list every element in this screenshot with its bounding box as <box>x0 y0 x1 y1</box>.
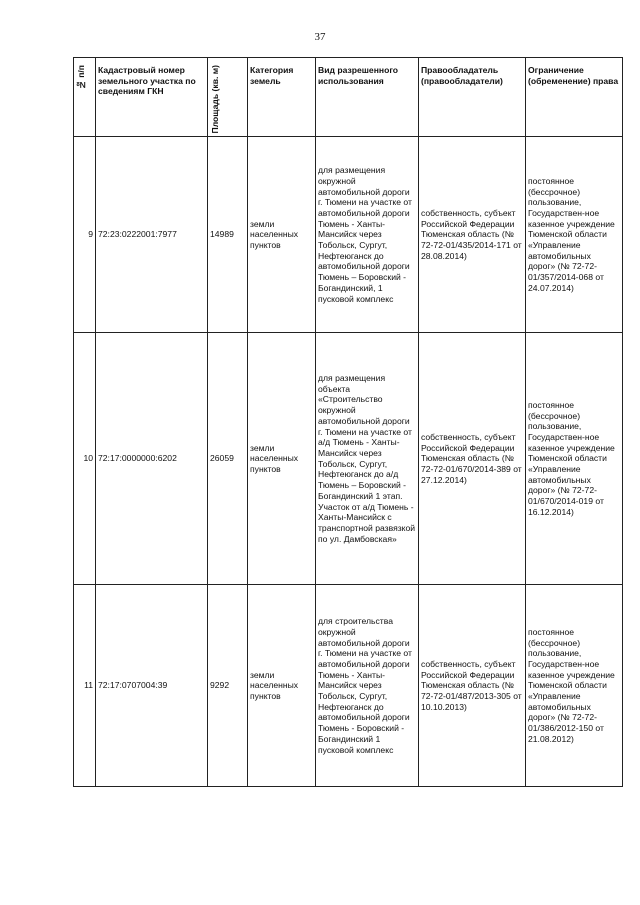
cell-use: для размещения окружной автомобильной дороги г. Тюмени на участке от автомобильной дороги Тюмень - Ханты-Мансийск через Тобольск, Сургут, Нефтеюганск до автомобильной дороги Тюмень – Боровский - Богандинский, 1 пусковой комплекс <box>316 137 419 333</box>
cell-use: для строительства окружной автомобильной дороги г. Тюмени на участке от автомобильной дороги Тюмень - Ханты-Мансийск через Тобольск, Сургут, Нефтеюганск до автомобильной дороги Тюмень - Боровский - Богандинский 1 пусковой комплекс <box>316 585 419 787</box>
cell-owner: собственность, субъект Российской Федерации Тюменская область (№ 72-72-01/487/2013-305 от 10.10.2013) <box>419 585 526 787</box>
header-owner: Правообладатель (правообладатели) <box>419 58 526 137</box>
header-cadastral: Кадастровый номер земельного участка по сведениям ГКН <box>96 58 208 137</box>
cell-owner: собственность, субъект Российской Федерации Тюменская область (№ 72-72-01/670/2014-389 от 27.12.2014) <box>419 333 526 585</box>
page-number: 37 <box>314 31 326 43</box>
cell-cadastral: 72:17:0000000:6202 <box>96 333 208 585</box>
cell-cadastral: 72:23:0222001:7977 <box>96 137 208 333</box>
cell-limitation: постоянное (бессрочное) пользование, Государствен-ное казенное учреждение Тюменской области «Управление автомобильных дорог» (№ 72-72-01/357/2014-068 от 24.07.2014) <box>526 137 623 333</box>
cell-cadastral: 72:17:0707004:39 <box>96 585 208 787</box>
cell-num: 11 <box>74 585 96 787</box>
cell-area: 26059 <box>208 333 248 585</box>
header-use: Вид разрешенного использования <box>316 58 419 137</box>
cell-num: 10 <box>74 333 96 585</box>
cell-category: земли населенных пунктов <box>248 333 316 585</box>
table-row <box>74 585 623 787</box>
header-category: Категория земель <box>248 58 316 137</box>
cell-use: для размещения объекта «Строительство окружной автомобильной дороги г. Тюмени на участке от а/д Тюмень - Ханты-Мансийск через Тобольск, Сургут, Нефтеюганск до а/д Тюмень – Боровский - Богандинский 1 этап. Участок от а/д Тюмень - Ханты-Мансийск с транспортной развязкой по ул. Дамбовская» <box>316 333 419 585</box>
cell-owner: собственность, субъект Российской Федерации Тюменская область (№ 72-72-01/435/2014-171 от 28.08.2014) <box>419 137 526 333</box>
header-num: № п/п <box>74 58 96 137</box>
cell-area: 14989 <box>208 137 248 333</box>
table-row <box>74 333 623 585</box>
cell-limitation: постоянное (бессрочное) пользование, Государствен-ное казенное учреждение Тюменской области «Управление автомобильных дорог» (№ 72-72-01/670/2014-019 от 16.12.2014) <box>526 333 623 585</box>
cell-area: 9292 <box>208 585 248 787</box>
table-row <box>74 137 623 333</box>
cell-category: земли населенных пунктов <box>248 137 316 333</box>
header-limitation: Ограничение (обременение) права <box>526 58 623 137</box>
cell-limitation: постоянное (бессрочное) пользование, Государствен-ное казенное учреждение Тюменской области «Управление автомобильных дорог» (№ 72-72-01/386/2012-150 от 21.08.2012) <box>526 585 623 787</box>
land-plots-table <box>73 57 623 787</box>
cell-category: земли населенных пунктов <box>248 585 316 787</box>
header-area: Площадь (кв. м) <box>208 58 248 137</box>
cell-num: 9 <box>74 137 96 333</box>
table-header-row <box>74 58 623 137</box>
